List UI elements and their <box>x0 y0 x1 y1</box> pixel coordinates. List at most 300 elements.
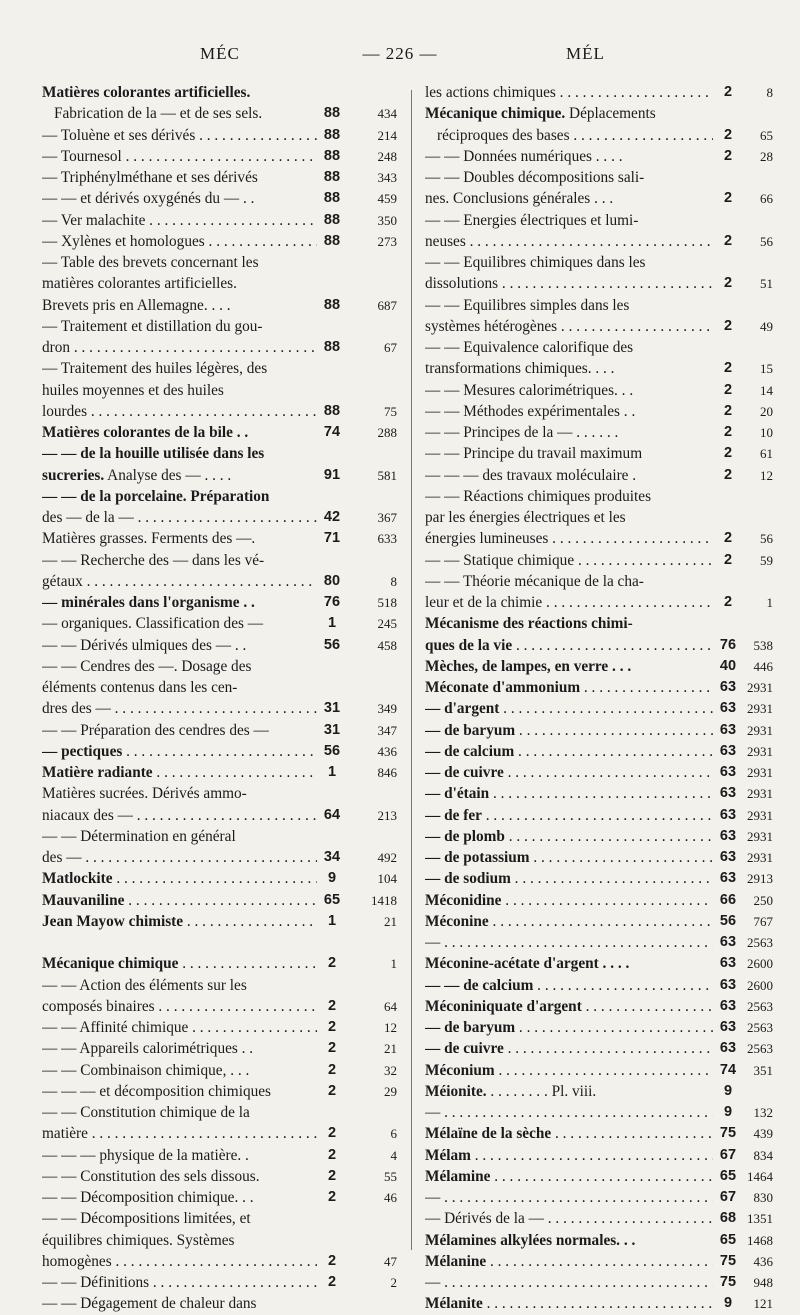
entry-text: équilibres chimiques. Systèmes <box>42 1231 235 1249</box>
entry-volume: 75 <box>719 1274 737 1290</box>
entry-text: Mèches, de lampes, en verre . . . <box>425 657 632 675</box>
entry-text: nes. Conclusions générales . . . <box>425 190 614 208</box>
index-entry <box>42 82 397 103</box>
entry-volume: 2 <box>723 232 733 249</box>
entry-page: 213 <box>377 807 397 823</box>
entry-volume: 63 <box>719 849 737 865</box>
index-entry <box>42 762 397 783</box>
entry-volume: 68 <box>719 1210 737 1227</box>
entry-text: — — Réactions chimiques produites <box>425 487 652 505</box>
entry-volume: 67 <box>719 1146 737 1163</box>
index-entry <box>42 1166 397 1187</box>
entry-text: dissolutions . . . <box>425 273 713 294</box>
entry-text: niacaux des — . . . <box>42 805 317 826</box>
index-entry <box>425 613 773 634</box>
index-entry <box>425 656 773 677</box>
index-entry <box>42 1102 397 1123</box>
entry-text: transformations chimiques. . . . <box>425 360 615 378</box>
index-entry <box>425 1187 773 1208</box>
entry-text: leur et de la chimie . . . <box>425 592 713 613</box>
entry-text: dres des — . . . <box>42 698 317 719</box>
entry-text: lourdes . . . <box>42 401 317 422</box>
entry-text: — — Combinaison chimique, . . . <box>42 1061 250 1079</box>
entry-volume: 2 <box>723 424 733 440</box>
index-entry <box>42 358 397 379</box>
index-entry <box>42 571 397 592</box>
entry-page: 458 <box>377 637 397 653</box>
entry-text: Matières colorantes artificielles. <box>42 84 251 101</box>
index-entry <box>42 337 397 358</box>
entry-volume: 88 <box>323 211 341 228</box>
entry-volume: 2 <box>723 381 733 398</box>
index-entry <box>425 358 773 379</box>
entry-volume: 2 <box>723 126 733 143</box>
index-entry <box>425 677 773 698</box>
entry-text: Méconine-acétate d'argent . . . . <box>425 955 630 973</box>
entry-page: 56 <box>760 531 773 547</box>
index-entry <box>425 698 773 719</box>
entry-text: — — Affinité chimique . . . <box>42 1017 317 1038</box>
entry-volume: 2 <box>723 594 733 610</box>
entry-page: 245 <box>377 616 397 632</box>
index-entry <box>42 975 397 996</box>
entry-volume: 56 <box>323 742 341 759</box>
index-entry <box>42 252 397 273</box>
entry-page: 687 <box>377 297 397 313</box>
entry-text: — — Mesures calorimétriques. . . <box>425 381 634 399</box>
index-entry <box>425 1208 773 1229</box>
entry-volume: 88 <box>323 126 341 143</box>
entry-text: — — de calcium . . . <box>425 975 713 996</box>
entry-text: — — Données numériques . . . . <box>425 147 623 165</box>
entry-volume: 2 <box>723 402 733 419</box>
entry-text: — Toluène et ses dérivés . . . <box>42 125 317 146</box>
index-entry <box>425 592 773 613</box>
entry-text: — — Détermination en général <box>42 827 236 845</box>
entry-text: — — Appareils calorimétriques . . <box>42 1040 254 1058</box>
entry-volume: 2 <box>327 1082 337 1099</box>
entry-page: 75 <box>384 403 397 419</box>
entry-volume: 2 <box>723 84 733 100</box>
entry-page: 8 <box>390 573 397 589</box>
entry-page: 343 <box>377 170 397 185</box>
entry-volume: 2 <box>723 147 733 164</box>
entry-page: 214 <box>377 127 397 143</box>
index-entry <box>42 1251 397 1272</box>
entry-text: — Ver malachite . . . <box>42 210 317 231</box>
entry-text: Méconidine . . . <box>425 890 713 911</box>
entry-volume: 63 <box>719 934 737 950</box>
index-entry <box>42 443 397 464</box>
index-entry <box>42 1293 397 1314</box>
entry-text: — . . . <box>425 932 713 953</box>
entry-volume: 34 <box>323 849 341 865</box>
entry-text: — — Equilibres simples dans les <box>425 296 630 314</box>
index-entry <box>42 592 397 613</box>
entry-page: 538 <box>753 637 773 653</box>
entry-volume: 75 <box>719 1252 737 1269</box>
entry-volume: 75 <box>719 1125 737 1142</box>
entry-text: — — — physique de la matière. . <box>42 1146 249 1164</box>
entry-text: matières colorantes artificielles. <box>42 275 237 293</box>
index-entry <box>42 890 397 911</box>
entry-text: Mélanine . . . <box>425 1251 713 1272</box>
index-entry <box>425 316 773 337</box>
entry-page: 273 <box>377 233 397 249</box>
entry-text: Méconate d'ammonium . . . <box>425 677 713 698</box>
index-entry <box>42 1145 397 1166</box>
index-entry <box>425 167 773 188</box>
entry-page: 12 <box>760 467 773 483</box>
entry-volume: 63 <box>719 764 737 780</box>
entry-text: — — Dérivés ulmiques des — . . <box>42 636 247 654</box>
index-entry <box>42 1017 397 1038</box>
entry-text: ques de la vie . . . <box>425 635 713 656</box>
entry-text: — de fer . . . <box>425 805 713 826</box>
entry-volume: 56 <box>323 636 341 653</box>
entry-volume: 63 <box>719 955 737 972</box>
entry-volume: 2 <box>723 360 733 377</box>
entry-page: 250 <box>753 892 773 908</box>
index-entry <box>425 125 773 146</box>
entry-text: — Table des brevets concernant les <box>42 254 259 271</box>
entry-text: — de cuivre . . . <box>425 762 713 783</box>
index-entry <box>425 996 773 1017</box>
entry-text: Brevets pris en Allemagne. . . . <box>42 296 231 314</box>
entry-text: systèmes hétérogènes . . . <box>425 316 713 337</box>
entry-text: énergies lumineuses . . . <box>425 528 713 549</box>
entry-volume: 1 <box>327 764 337 780</box>
entry-text: réciproques des bases . . . <box>437 125 713 146</box>
entry-text: — — et dérivés oxygénés du — . . <box>42 190 255 208</box>
entry-page: 66 <box>760 191 773 207</box>
entry-volume: 56 <box>719 912 737 929</box>
index-entry <box>425 295 773 316</box>
entry-volume: 91 <box>323 466 341 483</box>
entry-volume: 65 <box>719 1231 737 1248</box>
entry-volume: 2 <box>723 530 733 547</box>
entry-page: 2931 <box>747 786 773 802</box>
index-entry <box>425 1123 773 1144</box>
entry-volume: 88 <box>323 402 341 419</box>
index-entry <box>42 1272 397 1293</box>
entry-text: — de cuivre . . . <box>425 1038 713 1059</box>
entry-page: 2931 <box>747 850 773 865</box>
index-entry <box>42 953 397 974</box>
entry-text: Méconiniquate d'argent . . . <box>425 996 713 1017</box>
entry-text: — de plomb . . . <box>425 826 713 847</box>
entry-text: Méionite. . . . . . . . . Pl. viii. <box>425 1082 597 1100</box>
index-entry <box>42 550 397 571</box>
entry-text: — — Préparation des cendres des — <box>42 721 269 739</box>
entry-page: 2563 <box>747 1020 773 1035</box>
index-entry <box>42 911 397 932</box>
entry-volume: 88 <box>323 147 341 164</box>
index-entry <box>42 231 397 252</box>
entry-text: — — Principe du travail maximum <box>425 445 643 463</box>
index-entry <box>425 507 773 528</box>
index-entry <box>425 1251 773 1272</box>
entry-volume: 88 <box>323 296 341 313</box>
entry-text: Matière radiante . . . <box>42 762 317 783</box>
entry-volume: 2 <box>327 1189 337 1205</box>
entry-text: Mélanite . . . <box>425 1293 713 1314</box>
entry-volume: 9 <box>723 1295 733 1312</box>
entry-text: — — Doubles décompositions sali- <box>425 169 645 186</box>
entry-volume: 74 <box>719 1061 737 1078</box>
index-entry <box>42 741 397 762</box>
index-entry <box>425 571 773 592</box>
index-entry <box>425 1038 773 1059</box>
index-entry <box>425 146 773 167</box>
index-entry <box>42 698 397 719</box>
index-entry <box>42 125 397 146</box>
index-entry <box>425 741 773 762</box>
index-entry <box>425 1081 773 1102</box>
entry-page: 2931 <box>747 807 773 823</box>
entry-text: — — Méthodes expérimentales . . <box>425 402 636 420</box>
index-entry <box>42 635 397 656</box>
entry-text: — d'argent . . . <box>425 698 713 719</box>
entry-text: — — Décomposition chimique. . . <box>42 1189 254 1206</box>
index-entry <box>42 1187 397 1208</box>
entry-volume: 31 <box>323 721 341 738</box>
entry-page: 55 <box>384 1168 397 1184</box>
index-entry <box>425 868 773 889</box>
entry-page: 846 <box>377 765 397 780</box>
left-column <box>42 82 397 1315</box>
entry-volume: 88 <box>323 190 341 207</box>
index-entry <box>425 635 773 656</box>
entry-page: 436 <box>753 1253 773 1269</box>
entry-volume: 65 <box>719 1167 737 1184</box>
entry-page: 1 <box>766 595 773 610</box>
entry-page: 2913 <box>747 871 773 887</box>
entry-volume: 63 <box>719 785 737 802</box>
entry-text: homogènes . . . <box>42 1251 317 1272</box>
entry-text: par les énergies électriques et les <box>425 509 626 526</box>
index-entry <box>425 210 773 231</box>
index-entry <box>425 252 773 273</box>
entry-keyword: Méionite. <box>425 1082 487 1100</box>
index-entry <box>42 167 397 188</box>
entry-page: 49 <box>760 318 773 334</box>
entry-page: 12 <box>384 1020 397 1035</box>
right-column <box>425 82 773 1315</box>
entry-text: huiles moyennes et des huiles <box>42 381 224 399</box>
index-entry <box>425 911 773 932</box>
entry-volume: 63 <box>719 742 737 759</box>
entry-volume: 67 <box>719 1189 737 1205</box>
entry-text: Méconium . . . <box>425 1060 713 1081</box>
entry-page: 581 <box>377 467 397 483</box>
entry-text: — — Statique chimique . . . <box>425 550 713 571</box>
entry-page: 1464 <box>747 1168 773 1184</box>
index-entry <box>42 146 397 167</box>
entry-volume: 64 <box>323 806 341 823</box>
index-entry <box>425 1017 773 1038</box>
entry-volume: 2 <box>723 190 733 207</box>
entry-volume: 2 <box>723 551 733 568</box>
index-entry <box>425 1272 773 1293</box>
entry-volume: 88 <box>323 339 341 355</box>
entry-volume: 2 <box>327 1061 337 1078</box>
entry-text: — — Décompositions limitées, et <box>42 1210 251 1228</box>
index-entry <box>42 273 397 294</box>
entry-text: — de calcium . . . <box>425 741 713 762</box>
entry-text: — Triphénylméthane et ses dérivés <box>42 169 258 186</box>
index-entry <box>42 656 397 677</box>
entry-text: des — . . . <box>42 847 317 868</box>
entry-page: 2563 <box>747 1041 773 1057</box>
index-entry <box>425 1293 773 1314</box>
index-entry <box>425 380 773 401</box>
index-entry <box>42 210 397 231</box>
entry-text: — Dérivés de la — . . . <box>425 1208 713 1229</box>
entry-page: 2931 <box>747 828 773 844</box>
entry-text: — — Action des éléments sur les <box>42 976 247 994</box>
entry-page: 59 <box>760 552 773 568</box>
entry-volume: 9 <box>723 1082 733 1099</box>
index-entry <box>425 337 773 358</box>
index-entry <box>42 1123 397 1144</box>
entry-text: — — Principes de la — . . . . . . <box>425 424 619 441</box>
entry-page: 459 <box>377 191 397 207</box>
entry-page: 2931 <box>747 701 773 717</box>
index-entry <box>425 273 773 294</box>
entry-page: 2600 <box>747 956 773 972</box>
entry-text: — — Constitution des sels dissous. <box>42 1167 260 1185</box>
index-entry <box>42 422 397 443</box>
entry-volume: 2 <box>327 1125 337 1142</box>
entry-page: 434 <box>377 106 397 122</box>
entry-text: composés binaires . . . <box>42 996 317 1017</box>
entry-page: 830 <box>753 1190 773 1205</box>
entry-page: 21 <box>384 1041 397 1057</box>
entry-text: Matlockite . . . <box>42 868 317 889</box>
index-entry <box>42 996 397 1017</box>
entry-volume: 2 <box>723 445 733 462</box>
entry-page: 14 <box>760 382 773 398</box>
entry-volume: 1 <box>327 615 337 632</box>
index-entry <box>425 1102 773 1123</box>
index-entry <box>42 1060 397 1081</box>
entry-volume: 2 <box>327 997 337 1014</box>
entry-text: éléments contenus dans les cen- <box>42 679 238 696</box>
index-entry <box>425 231 773 252</box>
index-entry <box>42 1230 397 1251</box>
entry-page: 2931 <box>747 765 773 780</box>
entry-text: — — Dégagement de chaleur dans <box>42 1295 257 1313</box>
index-entry <box>425 720 773 741</box>
entry-volume: 76 <box>719 636 737 653</box>
entry-volume: 71 <box>323 530 341 547</box>
index-entry <box>42 783 397 804</box>
entry-page: 2 <box>390 1275 397 1290</box>
entry-page: 132 <box>753 1105 773 1120</box>
entry-page: 104 <box>377 871 397 887</box>
entry-volume: 80 <box>323 572 341 589</box>
entry-page: 1468 <box>747 1232 773 1248</box>
index-entry <box>42 720 397 741</box>
entry-text: Mécanisme des réactions chimi- <box>425 615 633 633</box>
entry-text: Mécanique chimique . . . <box>42 953 317 974</box>
entry-page: 32 <box>384 1062 397 1078</box>
entry-volume: 2 <box>327 955 337 972</box>
entry-page: 64 <box>384 998 397 1014</box>
entry-volume: 76 <box>323 594 341 610</box>
entry-volume: 2 <box>327 1167 337 1184</box>
entry-text: neuses . . . <box>425 231 713 252</box>
entry-page: 2931 <box>747 722 773 738</box>
entry-text: — — Cendres des —. Dosage des <box>42 657 252 675</box>
entry-text: Mauvaniline . . . <box>42 890 317 911</box>
entry-page: 10 <box>760 425 773 440</box>
header-right-keyword: MÉL <box>566 44 605 63</box>
index-entry <box>425 188 773 209</box>
entry-text: — pectiques . . . <box>42 741 317 762</box>
index-entry <box>425 783 773 804</box>
index-entry <box>425 847 773 868</box>
index-entry <box>425 762 773 783</box>
column-divider <box>411 90 412 1250</box>
entry-volume: 2 <box>723 466 733 483</box>
entry-text: — — Equivalence calorifique des <box>425 339 634 356</box>
entry-page: 28 <box>760 148 773 164</box>
entry-page: 6 <box>390 1126 397 1142</box>
entry-text: les actions chimiques . . . <box>425 82 713 103</box>
index-entry <box>42 1208 397 1229</box>
entry-volume: 63 <box>719 1019 737 1035</box>
entry-text: — — Constitution chimique de la <box>42 1104 250 1121</box>
entry-text: Matières grasses. Ferments des —. <box>42 530 256 548</box>
entry-page: 518 <box>377 595 397 610</box>
entry-page: 2563 <box>747 998 773 1014</box>
index-entry <box>425 443 773 464</box>
entry-volume: 63 <box>719 976 737 993</box>
entry-volume: 63 <box>719 1040 737 1057</box>
index-entry <box>425 805 773 826</box>
entry-text: — — de la porcelaine. Préparation <box>42 487 270 505</box>
entry-text: — — Equilibres chimiques dans les <box>425 254 646 271</box>
index-entry <box>425 486 773 507</box>
entry-volume: 2 <box>723 275 733 292</box>
entry-page: 2931 <box>747 743 773 759</box>
entry-text: — . . . <box>425 1187 713 1208</box>
index-entry <box>425 1166 773 1187</box>
entry-volume: 63 <box>719 806 737 823</box>
entry-text: Mélam . . . <box>425 1145 713 1166</box>
entry-volume: 42 <box>323 509 341 525</box>
entry-volume: 2 <box>327 1019 337 1035</box>
entry-text: Mélamines alkylées normales. . . <box>425 1231 636 1249</box>
entry-text: — — Définitions . . . <box>42 1272 317 1293</box>
entry-volume: 1 <box>327 912 337 929</box>
entry-text: sucreries. Analyse des — . . . . <box>42 466 232 484</box>
entry-page: 288 <box>377 425 397 440</box>
index-entry <box>42 868 397 889</box>
index-entry <box>425 890 773 911</box>
entry-page: 29 <box>384 1083 397 1099</box>
entry-volume: 63 <box>719 870 737 887</box>
entry-volume: 63 <box>719 700 737 717</box>
entry-page: 439 <box>753 1126 773 1142</box>
entry-volume: 66 <box>719 891 737 908</box>
entry-volume: 2 <box>327 1040 337 1057</box>
entry-text: Mécanique chimique. Déplacements <box>425 105 656 123</box>
entry-volume: 2 <box>327 1274 337 1290</box>
entry-text: des — de la — . . . <box>42 507 317 528</box>
